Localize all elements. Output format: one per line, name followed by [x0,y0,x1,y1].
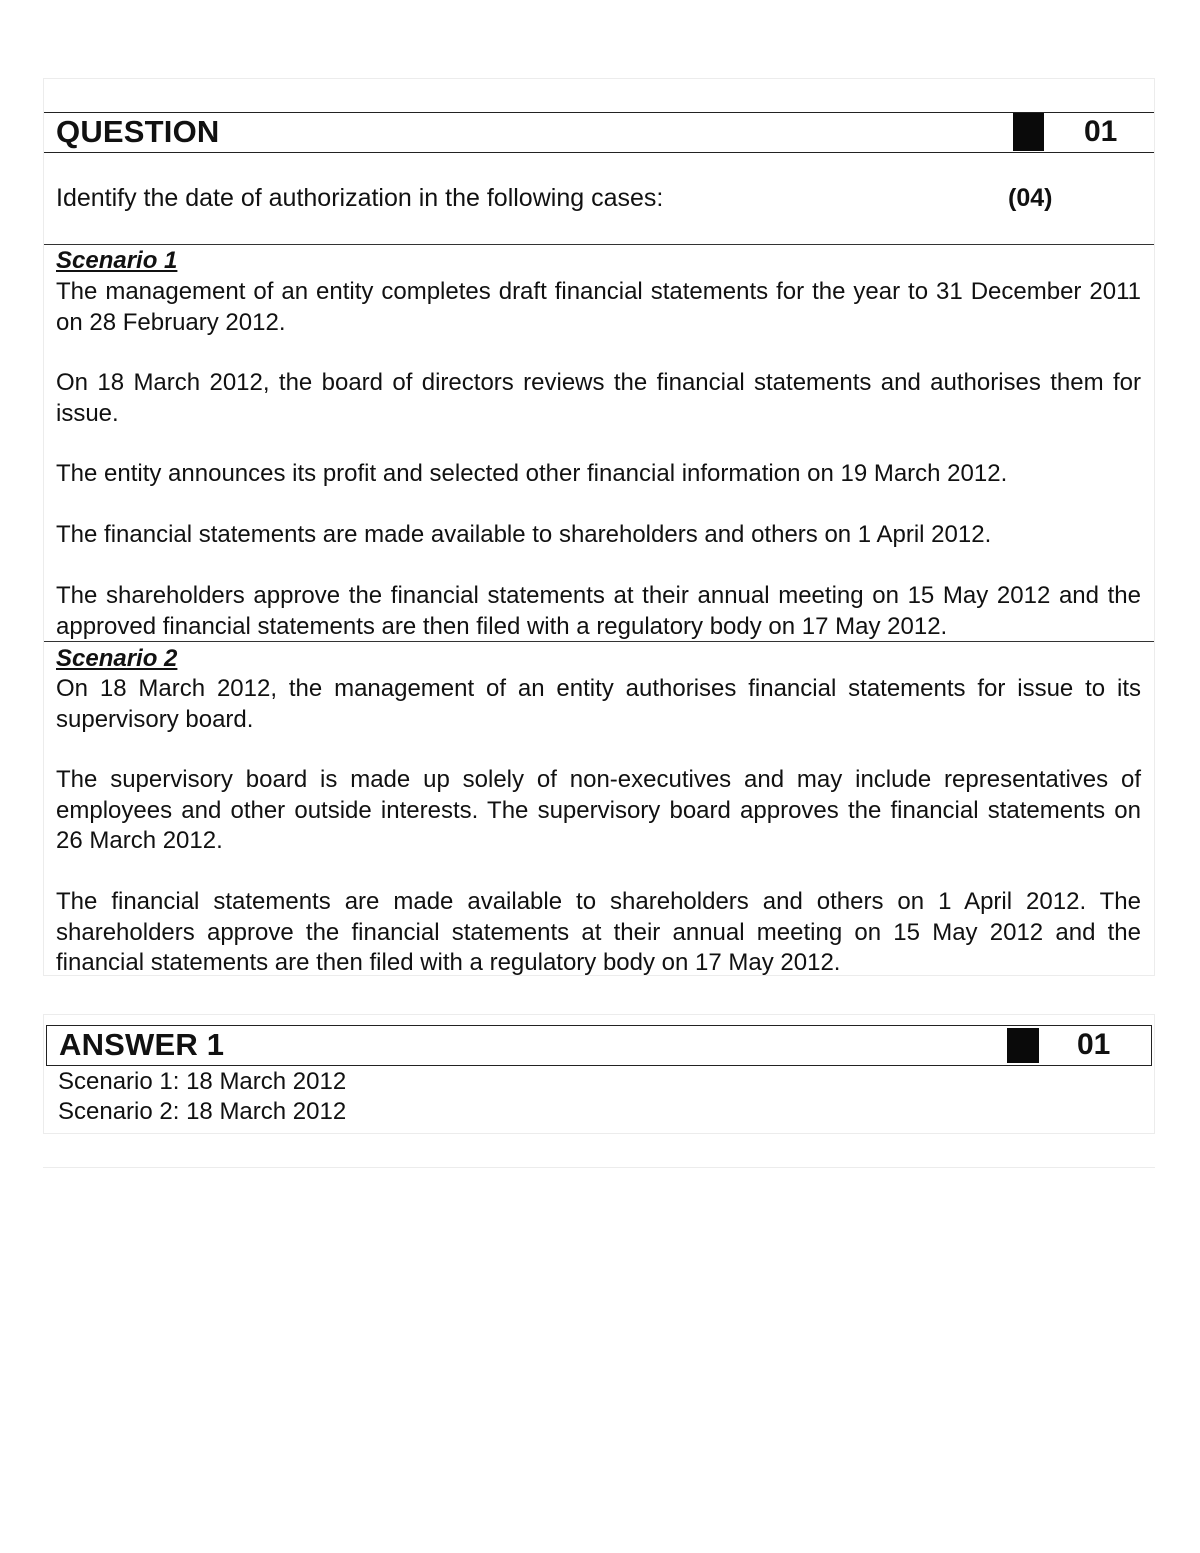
scenario-1-paragraph: The shareholders approve the financial statements at their annual meeting on 15 May 2012 and the approved financial statements are then filed with a regulatory body on 17 May 2012. [56,582,1141,640]
scenario-1-title: Scenario 1 [56,247,178,274]
scenario-2-paragraph: The supervisory board is made up solely of non-executives and may include representatives of employees and other outside interests. The supervisory board approves the financial statements on 26 March 2012. [56,766,1141,854]
divider [44,244,1154,245]
question-marks: (04) [1008,184,1053,212]
answer-line: Scenario 1: 18 March 2012 [58,1068,347,1095]
answer-number: 01 [1077,1028,1111,1061]
scenario-2-paragraph: On 18 March 2012, the management of an entity authorises financial statements for issue to its supervisory board. [56,675,1141,733]
question-number: 01 [1084,115,1118,148]
answer-header [46,1025,1152,1066]
answer-panel [43,1014,1155,1134]
answer-title: ANSWER 1 [59,1027,225,1062]
header-marker-block [1007,1028,1039,1063]
section-separator [43,1167,1155,1168]
scenario-1-paragraph: The financial statements are made available to shareholders and others on 1 April 2012. [56,521,992,548]
header-marker-block [1013,113,1044,151]
scenario-1-paragraph: The entity announces its profit and selected other financial information on 19 March 2012. [56,460,1008,487]
question-instruction: Identify the date of authorization in the following cases: [56,184,664,212]
scenario-2-title: Scenario 2 [56,645,178,672]
scenario-1-paragraph: On 18 March 2012, the board of directors reviews the financial statements and authorises them for issue. [56,369,1141,427]
question-panel [43,78,1155,976]
question-header [44,112,1154,153]
scenario-1-paragraph: The management of an entity completes draft financial statements for the year to 31 December 2011 on 28 February 2012. [56,278,1141,336]
scenario-2-paragraph: The financial statements are made available to shareholders and others on 1 April 2012. The shareholders approve the financial statements at their annual meeting on 15 May 2012 and the financial statements are then filed with a regulatory body on 17 May 2012. [56,888,1141,976]
divider [44,641,1154,642]
answer-line: Scenario 2: 18 March 2012 [58,1098,347,1125]
question-title: QUESTION [56,114,220,149]
